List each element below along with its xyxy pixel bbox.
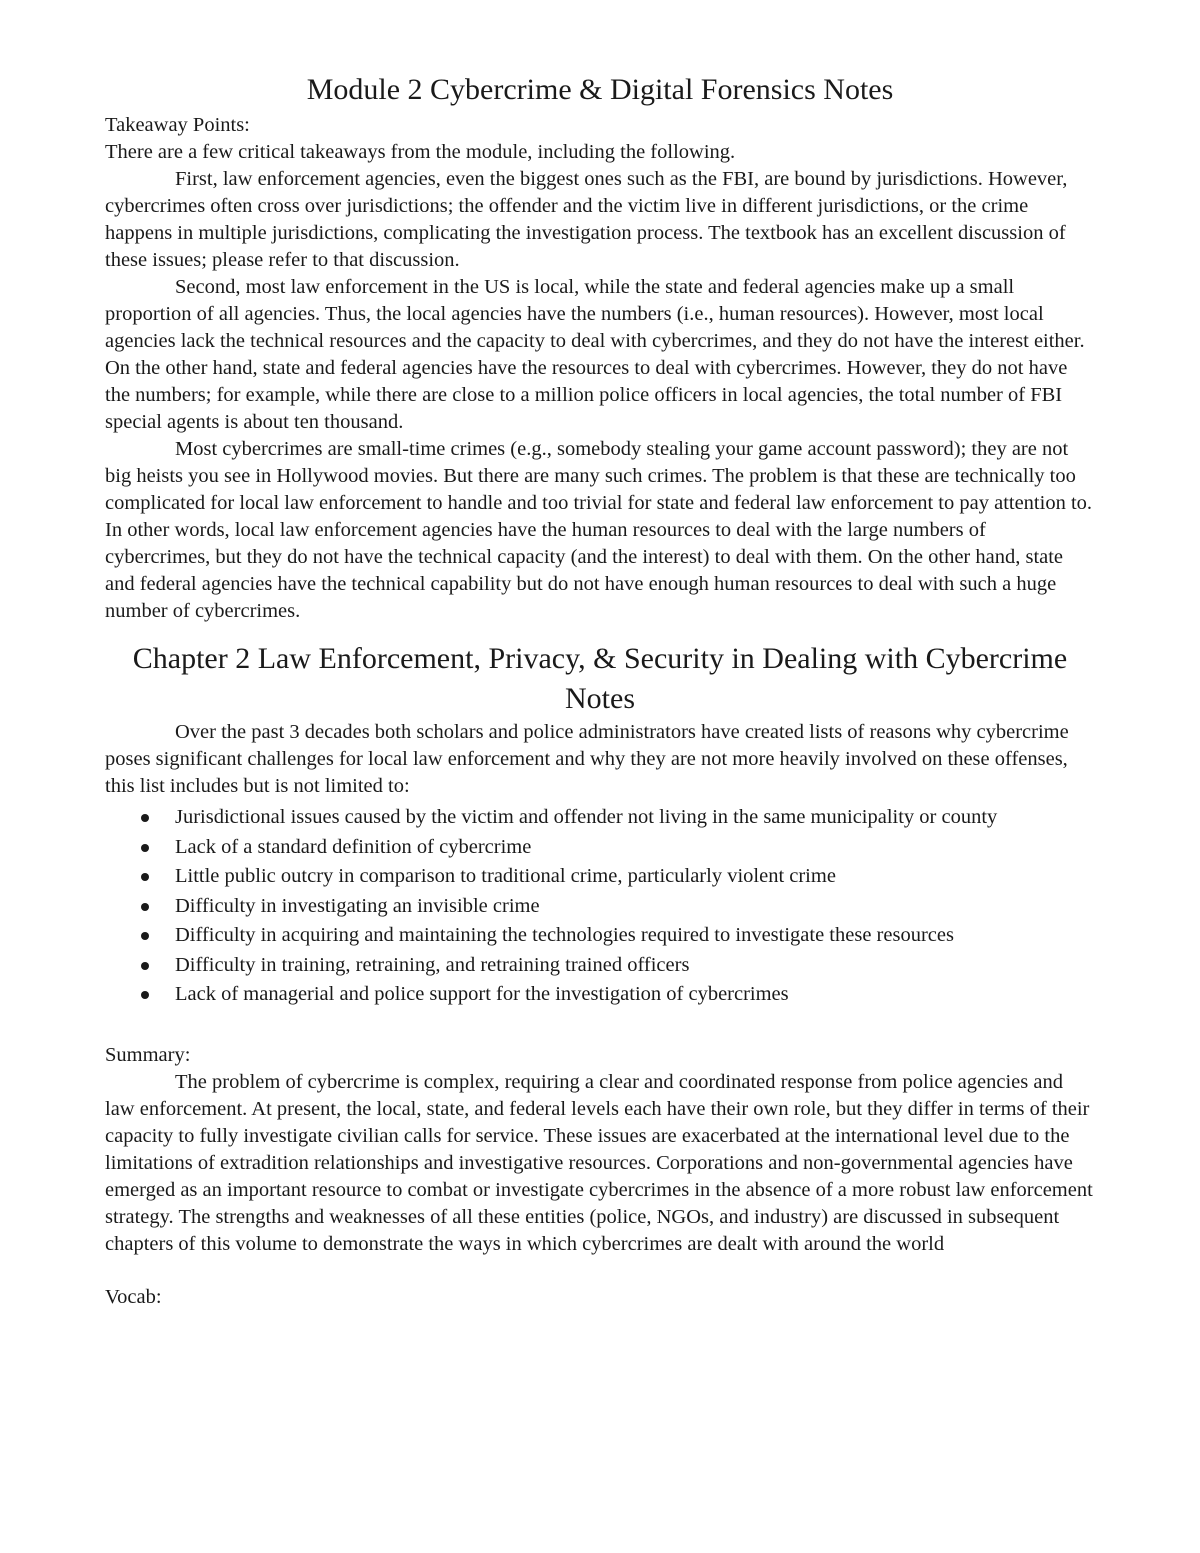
vocab-heading: Vocab: — [105, 1285, 162, 1308]
takeaway-paragraph: Most cybercrimes are small-time crimes (e.g., somebody stealing your game account password); they are not big heists you see in Hollywood movies. But there are many such crimes. The problem is that these are technically too complicated for local law enforcement to handle and too trivial for state and federal law enforcement to pay attention to. In other words, local law enforcement agencies have the human resources to deal with the large numbers of cybercrimes, but they do not have the technical capacity (and the interest) to deal with them. On the other hand, state and federal agencies have the technical capability but do not have enough human resources to deal with such a huge number of cybercrimes. — [105, 438, 1093, 622]
list-item — [175, 921, 1095, 951]
list-item — [175, 951, 1095, 981]
list-item-text: Jurisdictional issues caused by the victim and offender not living in the same municipality or county — [175, 806, 998, 828]
bullet-icon — [141, 814, 149, 822]
list-item-text: Difficulty in training, retraining, and retraining trained officers — [175, 953, 690, 976]
bullet-icon — [141, 873, 149, 881]
bullet-icon — [141, 991, 149, 999]
list-item-text: Lack of managerial and police support for the investigation of cybercrimes — [175, 983, 789, 1005]
takeaway-paragraph: Second, most law enforcement in the US is local, while the state and federal agencies make up a small proportion of all agencies. Thus, the local agencies have the numbers (i.e., human resources). However, most local agencies lack the technical resources and the capacity to deal with cybercrimes, and they do not have the interest either. On the other hand, state and federal agencies have the resources to deal with cybercrimes. However, they do not have the numbers; for example, while there are close to a million police officers in local agencies, the total number of FBI special agents is about ten thousand. — [105, 276, 1085, 433]
list-item — [175, 980, 1095, 1010]
list-item-text: Difficulty in investigating an invisible crime — [175, 894, 540, 917]
chapter-title: Chapter 2 Law Enforcement, Privacy, & Security in Dealing with Cybercrime Notes — [132, 642, 1068, 715]
spacer — [105, 1258, 1095, 1284]
list-item-text: Little public outcry in comparison to traditional crime, particularly violent crime — [175, 865, 836, 887]
summary-heading: Summary: — [105, 1043, 191, 1066]
bullet-icon — [141, 962, 149, 970]
takeaway-paragraph: First, law enforcement agencies, even the biggest ones such as the FBI, are bound by jurisdictions. However, cybercrimes often cross over jurisdictions; the offender and the victim live in different jurisdictions, or the crime happens in multiple jurisdictions, complicating the investigation process. The textbook has an excellent discussion of these issues; please refer to that discussion. — [105, 168, 1068, 271]
document-page — [105, 68, 1095, 1311]
list-item — [175, 833, 1095, 863]
list-item — [175, 892, 1095, 922]
bullet-icon — [141, 903, 149, 911]
list-item — [175, 862, 1095, 892]
bullet-icon — [141, 844, 149, 852]
takeaway-intro: There are a few critical takeaways from the module, including the following. — [105, 141, 736, 163]
list-item-text: Lack of a standard definition of cybercrime — [175, 835, 532, 858]
list-item — [175, 803, 1095, 833]
takeaway-heading: Takeaway Points: — [105, 114, 250, 136]
document-title: Module 2 Cybercrime & Digital Forensics Notes — [306, 73, 894, 106]
spacer — [105, 1010, 1095, 1042]
challenges-list — [105, 803, 1095, 1010]
chapter-intro: Over the past 3 decades both scholars and police administrators have created lists of reasons why cybercrime poses significant challenges for local law enforcement and why they are not more heavily involved on these offenses, this list includes but is not limited to: — [105, 721, 1069, 797]
list-item-text: Difficulty in acquiring and maintaining the technologies required to investigate these resources — [175, 924, 954, 946]
bullet-icon — [141, 932, 149, 940]
summary-paragraph: The problem of cybercrime is complex, requiring a clear and coordinated response from police agencies and law enforcement. At present, the local, state, and federal levels each have their own role, but they differ in terms of their capacity to fully investigate civilian calls for service. These issues are exacerbated at the international level due to the limitations of extradition relationships and investigative resources. Corporations and non-governmental agencies have emerged as an important resource to combat or investigate cybercrimes in the absence of a more robust law enforcement strategy. The strengths and weaknesses of all these entities (police, NGOs, and industry) are discussed in subsequent chapters of this volume to demonstrate the ways in which cybercrimes are dealt with around the world — [105, 1070, 1093, 1255]
